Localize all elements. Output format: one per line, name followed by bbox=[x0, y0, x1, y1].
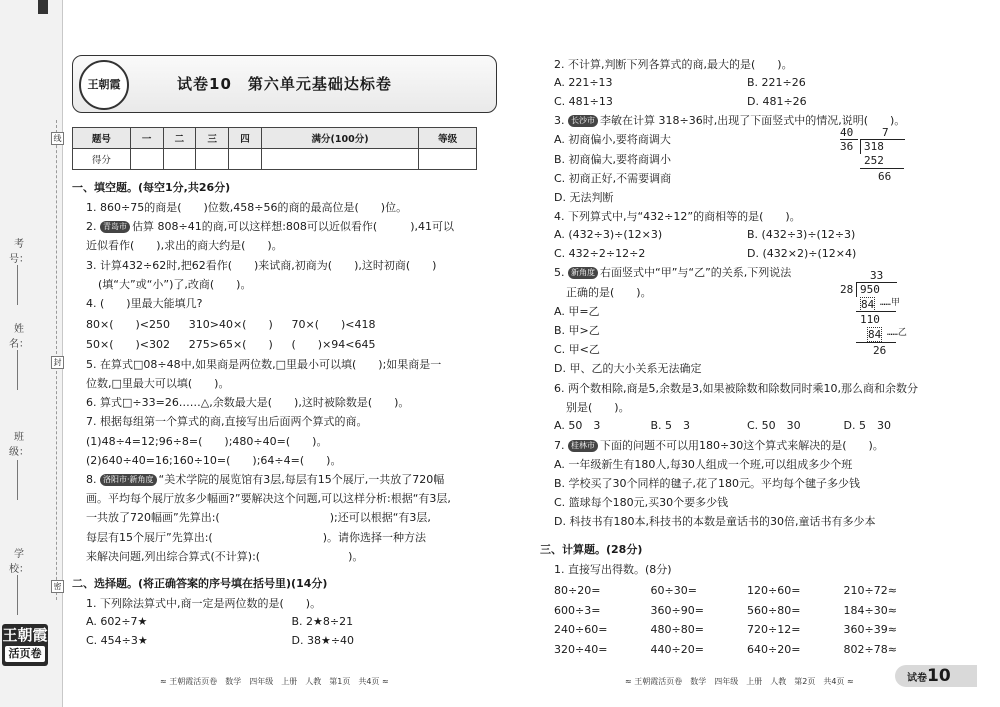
option: B. 甲>乙 bbox=[554, 324, 600, 338]
score-cell[interactable] bbox=[261, 149, 418, 170]
mental-math-item: 480÷80= bbox=[650, 623, 704, 637]
s2-q7: 7. 桂林市 下面的问题不可以用180÷30这个算式来解决的是( )。 bbox=[554, 438, 884, 452]
long-division-q5 bbox=[840, 269, 940, 369]
option: B. 5 3 bbox=[650, 419, 691, 433]
option: C. 初商正好,不需要调商 bbox=[554, 171, 672, 185]
s1-q6: 6. 算式□÷33=26……△,余数最大是( ),这时被除数是( )。 bbox=[86, 396, 410, 410]
option: C. 454÷3★ bbox=[86, 633, 148, 647]
cut-mark-line: 线 bbox=[51, 132, 64, 145]
mental-math-item: 600÷3= bbox=[554, 603, 601, 617]
s1-q2-cont: 近似看作( ),求出的商大约是( )。 bbox=[86, 239, 283, 253]
ld-rule bbox=[856, 342, 896, 343]
ld-divisor: 28 bbox=[840, 283, 854, 297]
mental-math-grid bbox=[540, 581, 940, 660]
badge-number: 10 bbox=[927, 666, 951, 686]
s2-q3-body bbox=[540, 126, 940, 207]
s1-q8-line4: 每层有15个展厅”先算出:( )。请你选择一种方法 bbox=[86, 530, 426, 544]
exam-number-line bbox=[17, 265, 18, 305]
ld-quotient: 33 bbox=[870, 269, 884, 283]
s1-q5-cont: 位数,□里最大可以填( )。 bbox=[86, 377, 230, 391]
score-header-cell: 满分(100分) bbox=[261, 128, 418, 149]
brand-logo-top: 王朝霞 bbox=[2, 626, 48, 644]
ld-dividend: 318 bbox=[864, 140, 884, 154]
s1-q5: 5. 在算式□08÷48中,如果商是两位数,□里最小可以填( );如果商是一 bbox=[86, 357, 442, 371]
s1-q7-b: (2)640÷40=16;160÷10=( );64÷4=( )。 bbox=[86, 453, 342, 467]
s3-q1: 1. 直接写出得数。(8分) bbox=[554, 562, 672, 576]
school-label: 学校： bbox=[9, 549, 29, 575]
ld-remainder-2: 26 bbox=[873, 344, 887, 358]
option: D. 甲、乙的大小关系无法确定 bbox=[554, 362, 702, 376]
score-header-cell: 二 bbox=[163, 128, 196, 149]
score-table bbox=[72, 127, 477, 170]
s1-q8-line5: 来解决问题,列出综合算式(不计算):( )。 bbox=[86, 549, 364, 563]
region-tag: 洛阳市·新角度 bbox=[100, 474, 157, 486]
s1-q4-item: ( )×94<645 bbox=[291, 338, 376, 352]
s1-q3: 3. 计算432÷62时,把62看作( )来试商,初商为( ),这时初商( ) bbox=[86, 258, 437, 272]
s1-q8-text: “美术学院的展览馆有3层,每层有15个展厅,一共放了720幅 bbox=[158, 473, 445, 487]
option: A. (432÷3)÷(12×3) bbox=[554, 228, 663, 242]
s1-q7-a: (1)48÷4=12;96÷8=( );480÷40=( )。 bbox=[86, 434, 328, 448]
option: A. 50 3 bbox=[554, 419, 601, 433]
s1-q4-item: 70×( )<418 bbox=[291, 318, 376, 332]
s1-q4-item: 50×( )<302 bbox=[86, 338, 171, 352]
s2-q6-cont: 别是( )。 bbox=[566, 400, 630, 414]
ld-remainder-1: 110 bbox=[860, 313, 880, 327]
ld-rule bbox=[860, 168, 904, 169]
ld-divisor: 36 bbox=[840, 140, 854, 154]
s1-q4-item: 275>65×( ) bbox=[188, 338, 273, 352]
score-header-cell: 等级 bbox=[419, 128, 477, 149]
score-cell[interactable] bbox=[196, 149, 229, 170]
brand-logo-bottom: 活页卷 bbox=[5, 646, 45, 662]
s2-q2: 2. 不计算,判断下列各算式的商,最大的是( )。 bbox=[554, 58, 793, 71]
s1-q4-item bbox=[394, 315, 497, 335]
ld-rule bbox=[856, 311, 896, 312]
option: C. 篮球每个180元,买30个要多少钱 bbox=[554, 496, 729, 510]
score-cell[interactable] bbox=[229, 149, 262, 170]
school-line bbox=[17, 575, 18, 615]
mental-math-item: 120÷60= bbox=[747, 583, 801, 597]
option: D. 无法判断 bbox=[554, 191, 614, 205]
s2-q1-options-row bbox=[72, 613, 497, 632]
s1-q4-item bbox=[394, 335, 497, 355]
cut-mark-secret: 密 bbox=[51, 580, 64, 593]
score-row-label: 得分 bbox=[73, 149, 131, 170]
brand-emblem: 王朝霞 bbox=[79, 60, 129, 110]
ld-label-yi: ……乙 bbox=[887, 328, 907, 339]
region-tag: 长沙市 bbox=[568, 115, 598, 127]
mental-math-item: 560÷80= bbox=[747, 603, 801, 617]
option: D. 38★÷40 bbox=[291, 633, 355, 647]
s1-q1: 1. 860÷75的商是( )位数,458÷56的商的最高位是( )位。 bbox=[86, 201, 408, 214]
s2-q1: 1. 下列除法算式中,商一定是两位数的是( )。 bbox=[86, 597, 322, 611]
option: D. 科技书有180本,科技书的本数是童话书的30倍,童话书有多少本 bbox=[554, 515, 876, 529]
option: B. 221÷26 bbox=[747, 76, 806, 90]
mental-math-item: 80÷20= bbox=[554, 583, 601, 597]
s1-q8: 8. 洛阳市·新角度 “美术学院的展览馆有3层,每层有15个展厅,一共放了720幅 bbox=[86, 473, 445, 487]
mental-math-item: 360÷90= bbox=[650, 603, 704, 617]
option: D. 481÷26 bbox=[747, 94, 807, 108]
mental-math-item: 184÷30≈ bbox=[843, 603, 897, 617]
title-box bbox=[72, 55, 497, 113]
mental-math-item: 210÷72≈ bbox=[843, 583, 897, 597]
ld-quotient: 7 bbox=[882, 126, 889, 140]
option: A. 一年级新生有180人,每30人组成一个班,可以组成多少个班 bbox=[554, 457, 853, 471]
option: A. 602÷7★ bbox=[86, 615, 148, 629]
option: A. 甲=乙 bbox=[554, 304, 600, 318]
s1-q8-line2: 画。平均每个展厅放多少幅画?”要解决这个问题,可以这样分析:根据“有3层, bbox=[86, 492, 451, 506]
paper-number-badge bbox=[895, 665, 977, 687]
mental-math-item: 720÷12= bbox=[747, 623, 801, 637]
class-line bbox=[17, 460, 18, 500]
s1-q4: 4. ( )里最大能填几? bbox=[86, 297, 203, 311]
option: C. 甲<乙 bbox=[554, 343, 600, 357]
badge-label: 试卷 bbox=[907, 673, 927, 684]
mental-math-item: 60÷30= bbox=[650, 583, 697, 597]
score-header-cell: 四 bbox=[229, 128, 262, 149]
s1-q2-text: 估算 808÷41的商,可以这样想:808可以近似看作( ),41可以 bbox=[132, 220, 454, 234]
score-header-cell: 三 bbox=[196, 128, 229, 149]
mental-math-item: 360÷39≈ bbox=[843, 623, 897, 637]
score-cell[interactable] bbox=[163, 149, 196, 170]
cut-mark-seal: 封 bbox=[51, 356, 64, 369]
binding-marker bbox=[38, 0, 48, 14]
section-1-title: 一、填空题。(每空1分,共26分) bbox=[72, 181, 231, 194]
score-header-cell: 一 bbox=[130, 128, 163, 149]
s2-q2-options-row bbox=[540, 74, 940, 93]
footer-left: ≈ 王朝霞活页卷 数学 四年级 上册 人教 第1页 共4页 ≈ bbox=[160, 677, 389, 686]
right-page bbox=[540, 55, 940, 660]
option: B. (432÷3)÷(12÷3) bbox=[747, 228, 856, 242]
s1-q8-line3: 一共放了720幅画”先算出:( );还可以根据“有3层, bbox=[86, 511, 431, 525]
s1-q4-item: 310>40×( ) bbox=[188, 318, 273, 332]
s2-q5: 5. 新角度 右面竖式中“甲”与“乙”的关系,下列说法 bbox=[554, 266, 792, 280]
name-label: 姓名： bbox=[9, 324, 29, 350]
option: C. 481÷13 bbox=[554, 94, 613, 108]
ld-dividend: 950 bbox=[860, 283, 880, 297]
region-tag: 青岛市 bbox=[100, 221, 130, 233]
brand-logo bbox=[2, 624, 48, 666]
mental-math-item: 320÷40= bbox=[554, 643, 608, 657]
s1-q4-grid bbox=[72, 315, 497, 355]
ld-product: 252 bbox=[864, 154, 884, 168]
mental-math-item: 440÷20= bbox=[650, 643, 704, 657]
name-line bbox=[17, 350, 18, 390]
ld-product-1: 84 bbox=[861, 298, 875, 312]
section-3-title: 三、计算题。(28分) bbox=[540, 542, 643, 556]
option: C. 432÷2÷12÷2 bbox=[554, 246, 646, 260]
ld-remainder: 66 bbox=[878, 170, 892, 184]
exam-number-label: 考号： bbox=[9, 239, 29, 265]
option: D. (432×2)÷(12×4) bbox=[747, 246, 857, 260]
s2-q7-text: 下面的问题不可以用180÷30这个算式来解决的是( )。 bbox=[600, 438, 884, 452]
s2-q5-text: 右面竖式中“甲”与“乙”的关系,下列说法 bbox=[600, 266, 792, 280]
s2-q6: 6. 两个数相除,商是5,余数是3,如果被除数和除数同时乘10,那么商和余数分 bbox=[554, 381, 918, 395]
mental-math-item: 640÷20= bbox=[747, 643, 801, 657]
option: A. 221÷13 bbox=[554, 76, 613, 90]
s2-q3: 3. 长沙市 李敏在计算 318÷36时,出现了下面竖式中的情况,说明( )。 bbox=[554, 114, 906, 128]
binding-strip bbox=[0, 0, 63, 707]
s2-q5-cont: 正确的是( )。 bbox=[566, 285, 652, 299]
s2-q4-options-row bbox=[540, 245, 940, 264]
score-cell[interactable] bbox=[130, 149, 163, 170]
page-title: 试卷10 第六单元基础达标卷 bbox=[177, 75, 392, 93]
s2-q5-block bbox=[540, 263, 940, 378]
s2-q4: 4. 下列算式中,与“432÷12”的商相等的是( )。 bbox=[554, 210, 801, 224]
ld-label-jia: ……甲 bbox=[880, 298, 900, 309]
score-row bbox=[73, 149, 477, 170]
s2-q3-text: 李敏在计算 318÷36时,出现了下面竖式中的情况,说明( )。 bbox=[600, 114, 906, 128]
option: B. 初商偏大,要将商调小 bbox=[554, 152, 672, 166]
s1-q3-cont: (填“大”或“小”)了,改商( )。 bbox=[98, 277, 252, 291]
s1-q7: 7. 根据每组第一个算式的商,直接写出后面两个算式的商。 bbox=[86, 415, 368, 429]
option: D. 5 30 bbox=[843, 419, 891, 433]
s2-q1-options-row bbox=[72, 632, 497, 651]
long-division-q3 bbox=[840, 126, 920, 198]
s1-q2: 2. 青岛市 估算 808÷41的商,可以这样想:808可以近似看作( ),41可以 bbox=[86, 220, 454, 234]
ld-divisor-note: 40 bbox=[840, 126, 854, 140]
score-header-cell: 题号 bbox=[73, 128, 131, 149]
s2-q6-options-row bbox=[540, 417, 940, 436]
ld-product-2: 84 bbox=[868, 328, 882, 342]
option: B. 学校买了30个同样的毽子,花了180元。平均每个毽子多少钱 bbox=[554, 476, 861, 490]
option: C. 50 30 bbox=[747, 419, 801, 433]
mental-math-item: 802÷78≈ bbox=[843, 643, 897, 657]
s2-q4-options-row bbox=[540, 226, 940, 245]
score-cell[interactable] bbox=[419, 149, 477, 170]
s1-q4-item: 80×( )<250 bbox=[86, 318, 171, 332]
mental-math-item: 240÷60= bbox=[554, 623, 608, 637]
left-page bbox=[72, 55, 497, 650]
region-tag: 新角度 bbox=[568, 267, 598, 279]
class-label: 班级： bbox=[9, 432, 29, 458]
score-table-header bbox=[73, 128, 477, 149]
option: A. 初商偏小,要将商调大 bbox=[554, 133, 671, 147]
s2-q2-options-row bbox=[540, 93, 940, 112]
region-tag: 桂林市 bbox=[568, 440, 598, 452]
option: B. 2★8÷21 bbox=[291, 615, 354, 629]
footer-right: ≈ 王朝霞活页卷 数学 四年级 上册 人教 第2页 共4页 ≈ bbox=[625, 677, 854, 686]
section-2-title: 二、选择题。(将正确答案的序号填在括号里)(14分) bbox=[72, 577, 328, 591]
